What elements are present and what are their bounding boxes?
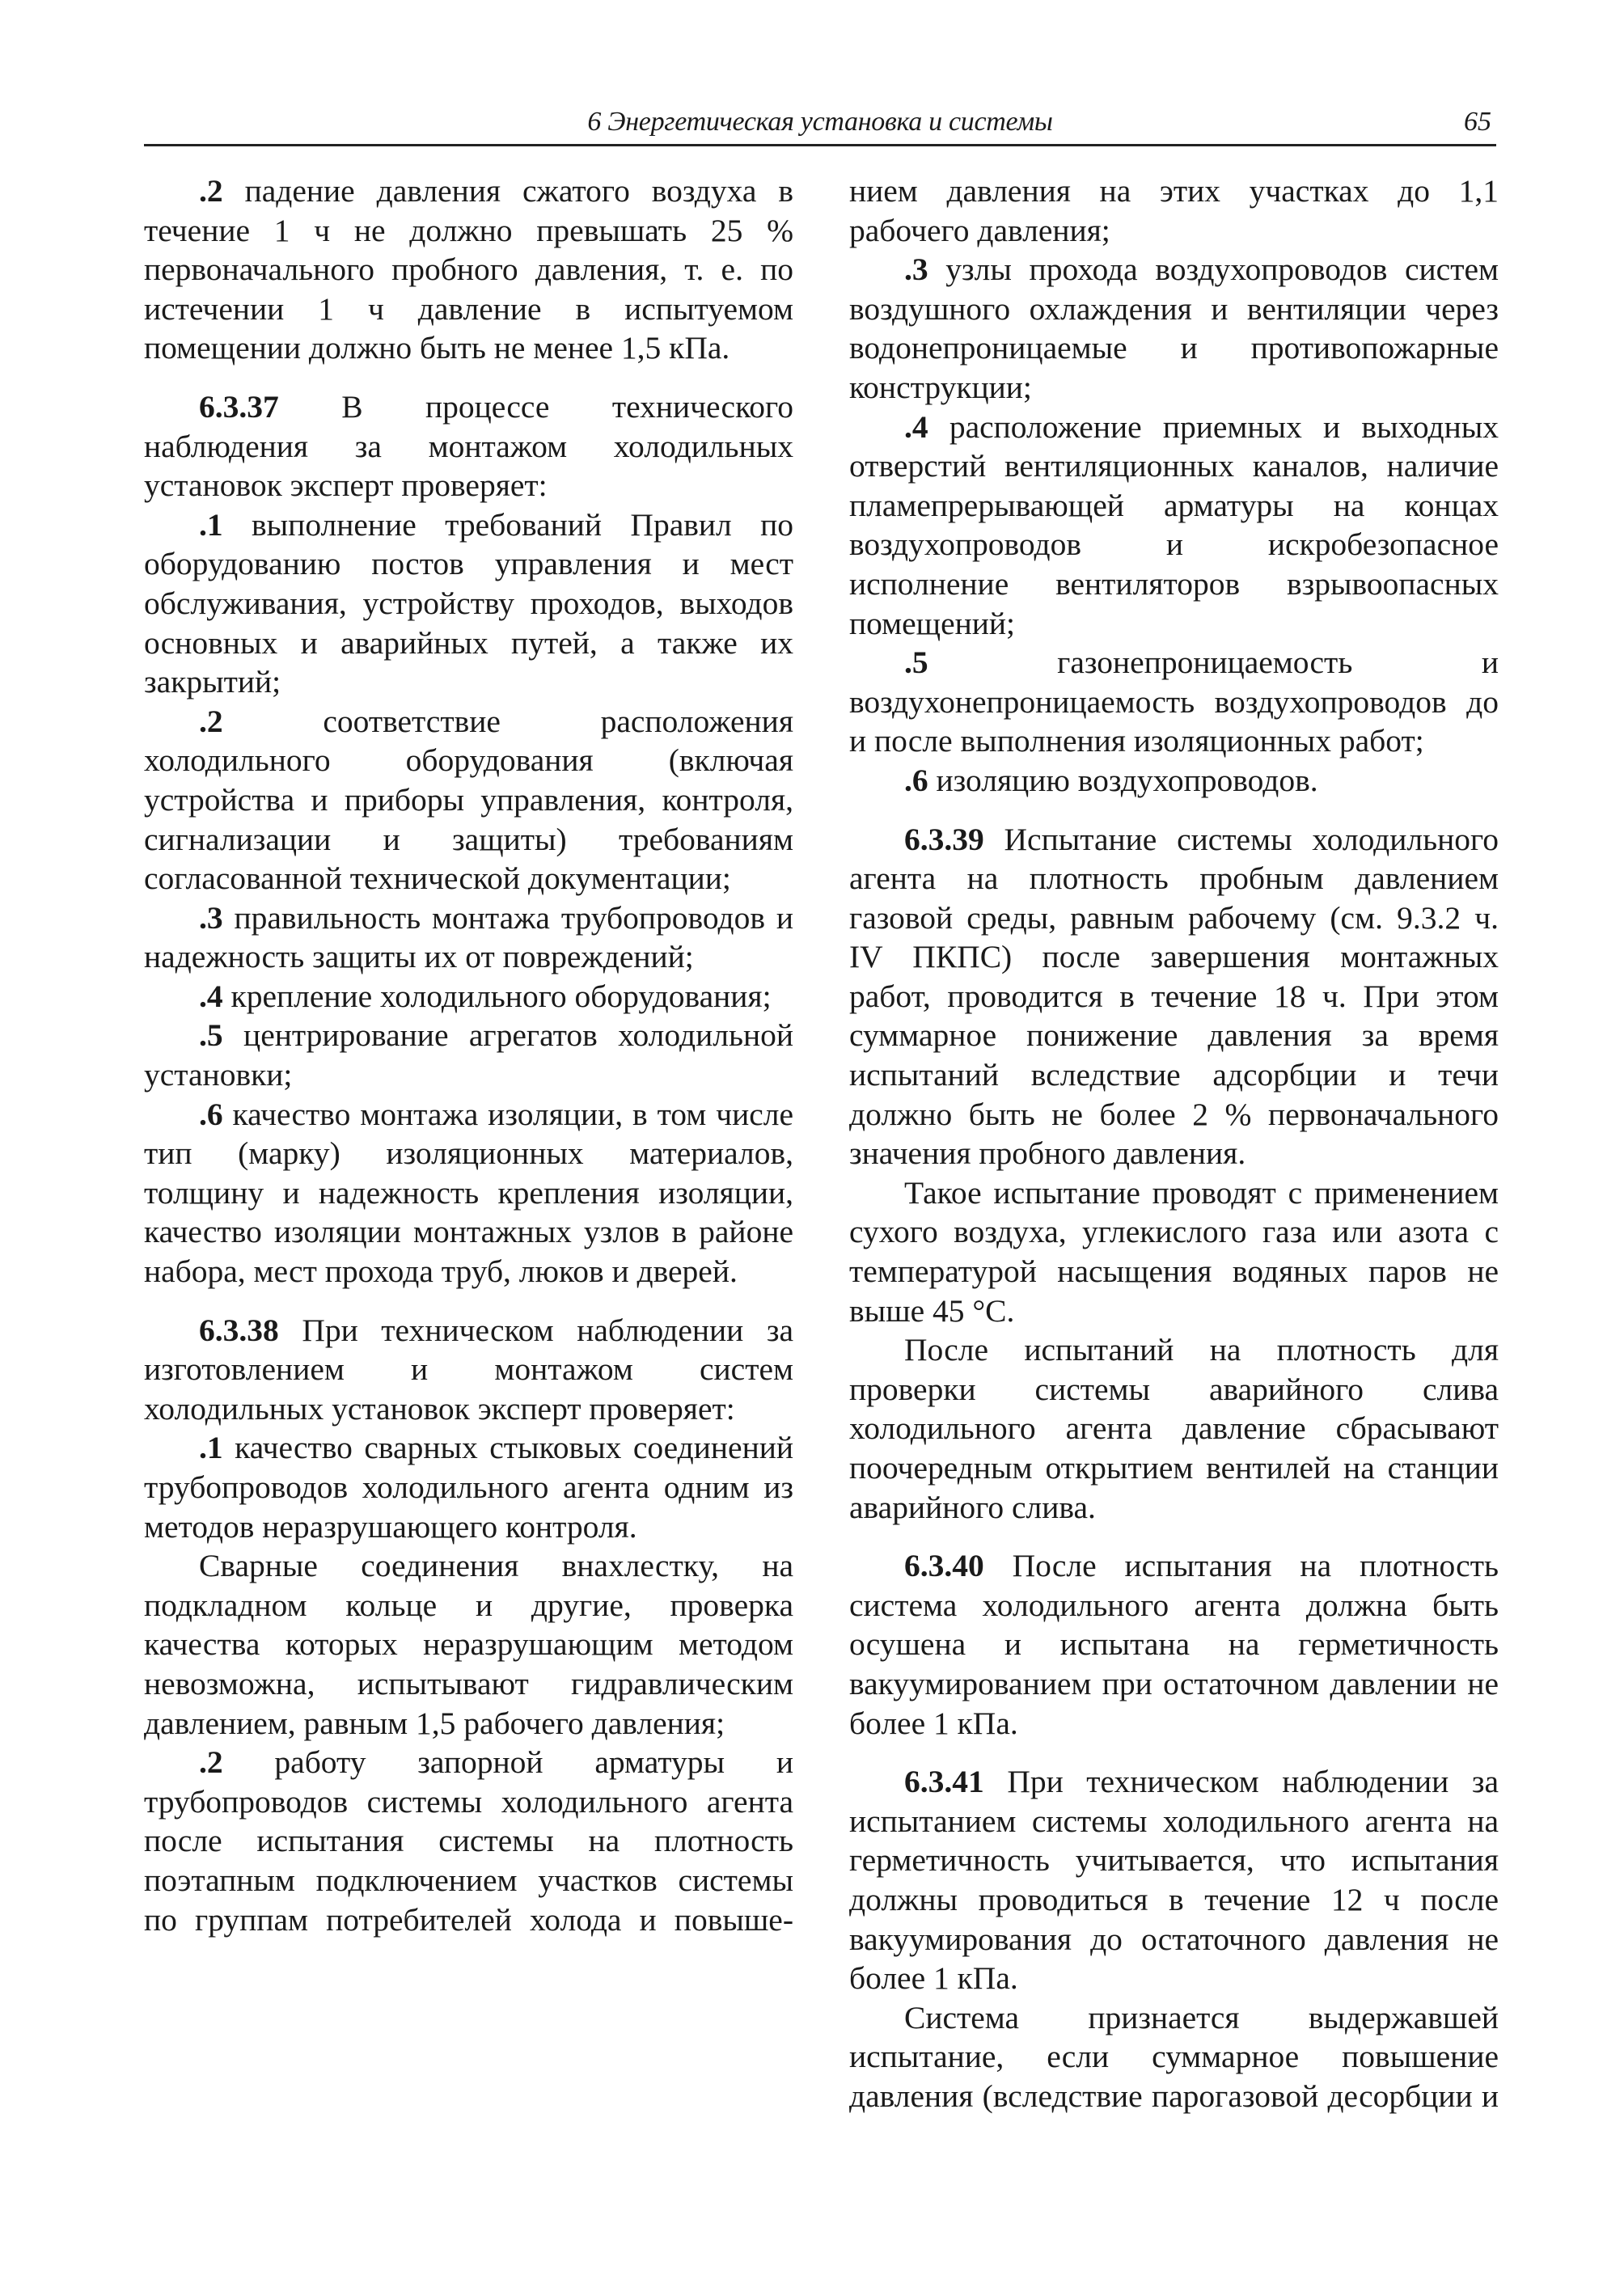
section-number: 6.3.39 xyxy=(904,821,984,857)
section-6-3-37 xyxy=(144,387,793,505)
paragraph: После испытаний на плотность для проверки системы аварийного слива холодильного агента давление сбрасывают поочередным открытием вентилей на станции аварийного слива. xyxy=(849,1332,1499,1525)
running-header xyxy=(144,104,1496,146)
section-text: После испытания на плотность система холодильного агента должна быть осушена и испытана на герметичность вакуумированием при остаточном давлении не более 1 кПа. xyxy=(849,1548,1499,1741)
section-6-3-39 xyxy=(849,820,1499,1173)
list-item xyxy=(144,1743,793,1939)
item-number: .6 xyxy=(199,1096,223,1132)
paragraph xyxy=(144,171,793,368)
list-item xyxy=(144,1016,793,1094)
item-number: .1 xyxy=(199,506,223,543)
item-text: соответствие расположения холодильного оборудования (включая устройства и приборы управления, контроля, сигнализации и защиты) требованиям согласованной технической документации; xyxy=(144,703,793,897)
item-number: .6 xyxy=(904,762,928,798)
list-item xyxy=(144,702,793,898)
item-text: качество монтажа изоляции, в том числе тип (марку) изоляционных материалов, толщину и надежность крепления изоляции, качество изоляции монтажных узлов в районе набора, мест прохода труб, люков и дверей. xyxy=(144,1096,793,1290)
item-text: качество сварных стыковых соединений трубопроводов холодильного агента одним из методов неразрушающего контроля. xyxy=(144,1430,793,1545)
item-text: работу запорной арматуры и трубопроводов системы холодильного агента после испытания системы на плотность поэтапным подключением участков системы по группам потребителей холода и повыше- xyxy=(144,1744,793,1938)
list-item xyxy=(849,250,1499,407)
list-item xyxy=(144,1428,793,1546)
section-number: 6.3.37 xyxy=(199,388,279,425)
paragraph: Такое испытание проводят с применением сухого воздуха, углекислого газа или азота с температурой насыщения водяных паров не выше 45 °С. xyxy=(849,1174,1499,1329)
item-text: изоляцию воздухопроводов. xyxy=(928,762,1318,798)
chapter-title: 6 Энергетическая установка и системы xyxy=(587,107,1053,137)
paragraph-continuation: нием давления на этих участках до 1,1 рабочего давления; xyxy=(849,173,1499,248)
list-item xyxy=(849,761,1499,801)
item-number: .3 xyxy=(199,899,223,936)
item-text: падение давления сжатого воздуха в течение 1 ч не должно превышать 25 % первоначального пробного давления, т. е. по истечении 1 ч давление в испытуемом помещении должно быть не менее 1,5 кПа. xyxy=(144,173,793,366)
item-text: расположение приемных и выходных отверстий вентиляционных каналов, наличие пламепрерывающей арматуры на концах воздухопроводов и искробезопасное исполнение вентиляторов взрывоопасных помещений; xyxy=(849,408,1499,641)
item-text: узлы прохода воздухопроводов систем воздушного охлаждения и вентиляции через водонепроницаемые и противопожарные конструкции; xyxy=(849,252,1499,405)
left-column xyxy=(144,171,793,1939)
item-number: .2 xyxy=(199,1744,223,1781)
item-number: .5 xyxy=(199,1017,223,1054)
list-item xyxy=(144,898,793,977)
item-text: крепление холодильного оборудования; xyxy=(222,978,772,1014)
item-number: .1 xyxy=(199,1430,223,1466)
section-text: Испытание системы холодильного агента на плотность пробным давлением газовой среды, равным рабочему (см. 9.3.2 ч. IV ПКПС) после завершения монтажных работ, проводится в течение 18 ч. При этом суммарное понижение давления за время испытаний вследствие адсорбции и течи должно быть не более 2 % первоначального значения пробного давления. xyxy=(849,821,1499,1172)
item-text: газонепроницаемость и воздухонепроницаемость воздухопроводов до и после выполнения изоляционных работ; xyxy=(849,645,1499,759)
item-number: .5 xyxy=(904,645,928,681)
section-number: 6.3.40 xyxy=(904,1548,984,1584)
item-number: .2 xyxy=(199,703,223,739)
list-item xyxy=(144,505,793,702)
list-item xyxy=(849,643,1499,761)
item-number: .4 xyxy=(904,408,928,445)
paragraph: Система признается выдержавшей испытание, если суммарное повышение давления (вследствие парогазовой десорбции и xyxy=(849,1999,1499,2114)
section-text: В процессе технического наблюдения за монтажом холодильных установок эксперт проверяет: xyxy=(144,388,793,504)
section-6-3-41 xyxy=(849,1762,1499,1998)
item-text: правильность монтажа трубопроводов и надежность защиты их от повреждений; xyxy=(144,899,793,975)
item-number: .2 xyxy=(199,173,223,209)
paragraph: Сварные соединения внахлестку, на подкладном кольце и другие, проверка качества которых неразрушающим методом невозможна, испытывают гидравлическим давлением, равным 1,5 рабочего давления; xyxy=(144,1548,793,1741)
item-text: выполнение требований Правил по оборудованию постов управления и мест обслуживания, устройству проходов, выходов основных и аварийных путей, а также их закрытий; xyxy=(144,506,793,700)
section-number: 6.3.41 xyxy=(904,1764,984,1800)
page-number: 65 xyxy=(1464,107,1491,137)
section-6-3-38 xyxy=(144,1311,793,1429)
right-column xyxy=(849,171,1499,2116)
item-text: центрирование агрегатов холодильной установки; xyxy=(144,1017,793,1093)
section-text: При техническом наблюдении за изготовлением и монтажом систем холодильных установок эксперт проверяет: xyxy=(144,1312,793,1427)
section-text: При техническом наблюдении за испытанием системы холодильного агента на герметичность учитывается, что испытания должны проводиться в течение 12 ч после вакуумирования до остаточного давления не более 1 кПа. xyxy=(849,1764,1499,1997)
item-number: .4 xyxy=(199,978,223,1014)
list-item xyxy=(849,408,1499,644)
list-item xyxy=(144,977,793,1017)
list-item xyxy=(144,1095,793,1291)
section-6-3-40 xyxy=(849,1546,1499,1743)
item-number: .3 xyxy=(904,252,928,288)
section-number: 6.3.38 xyxy=(199,1312,279,1348)
